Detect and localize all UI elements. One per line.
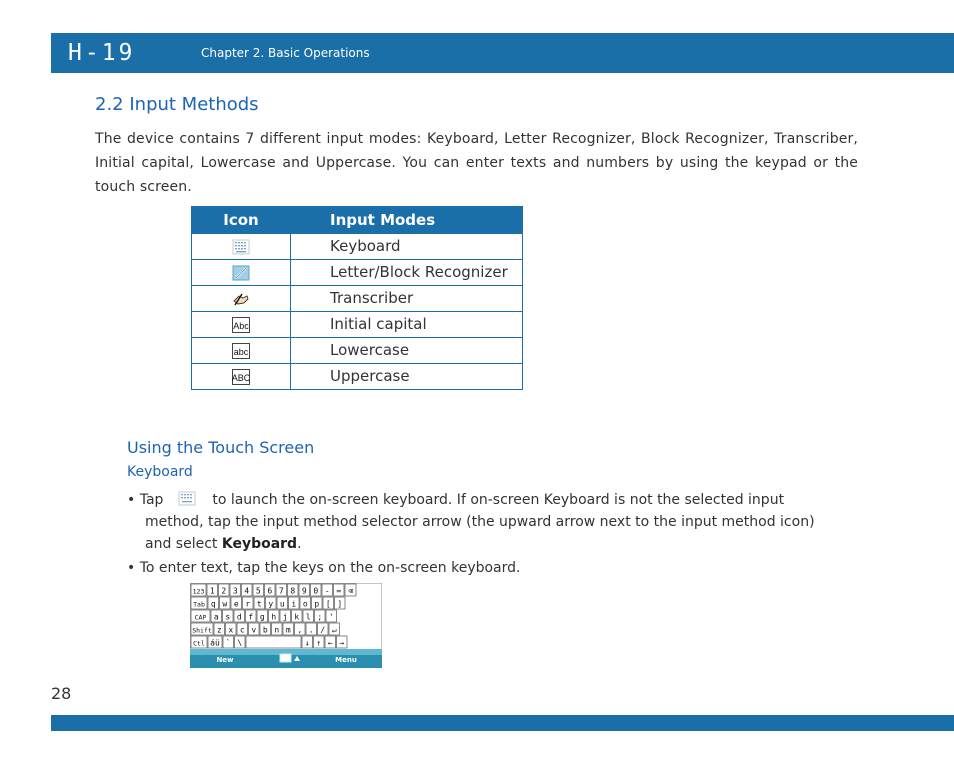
- input-mode-label: Letter/Block Recognizer: [291, 260, 523, 286]
- keyboard-key-label: l: [305, 612, 311, 622]
- keyboard-key[interactable]: [335, 597, 346, 609]
- keyboard-key-label: y: [268, 599, 274, 609]
- keyboard-key-label: 5: [255, 586, 261, 596]
- keyboard-key[interactable]: [223, 610, 234, 622]
- keyboard-key-label: 8: [290, 586, 296, 596]
- keyboard-key-label: s: [225, 612, 231, 622]
- keyboard-key-label: ]: [337, 599, 343, 609]
- keyboard-key-label: \: [237, 638, 243, 648]
- input-mode-label: Uppercase: [291, 364, 523, 390]
- keyboard-key-label: /: [320, 625, 326, 635]
- keyboard-key-label: ,: [297, 625, 303, 635]
- keyboard-key-label: `: [225, 638, 231, 648]
- keyboard-key-label: t: [256, 599, 262, 609]
- keyboard-key[interactable]: [234, 610, 245, 622]
- keyboard-key-label: w: [222, 599, 228, 609]
- keyboard-key-label: q: [210, 599, 216, 609]
- keyboard-key-label: 1: [209, 586, 215, 596]
- keyboard-key[interactable]: [208, 636, 222, 648]
- keyboard-key-label: ;: [317, 612, 323, 622]
- keyboard-key-label: o: [302, 599, 308, 609]
- bullet-text: and select: [145, 536, 218, 552]
- svg-text:ABC: ABC: [232, 372, 250, 383]
- keyboard-key-label: m: [285, 625, 291, 635]
- keyboard-key[interactable]: [266, 597, 277, 609]
- keyboard-key[interactable]: [226, 623, 237, 635]
- table-row: [192, 234, 523, 260]
- keyboard-key-label: f: [248, 612, 254, 622]
- keyboard-key-label: 0: [313, 586, 319, 596]
- bullet-launch-keyboard: [127, 489, 858, 555]
- keyboard-key-label: ↑: [316, 638, 322, 648]
- lowercase-icon: [232, 343, 250, 359]
- keyboard-key[interactable]: [326, 610, 337, 622]
- keyboard-key-label: i: [291, 599, 297, 609]
- keyboard-key-label: 9: [301, 586, 307, 596]
- keyboard-key-label: h: [271, 612, 277, 622]
- keyboard-key[interactable]: [207, 584, 218, 596]
- keyboard-key-label: ↓: [304, 638, 310, 648]
- keyboard-key-label: .: [308, 625, 314, 635]
- keyboard-key[interactable]: [312, 597, 323, 609]
- keyboard-key-label: ←: [327, 638, 333, 648]
- keyboard-key[interactable]: [231, 597, 242, 609]
- table-row: [192, 364, 523, 390]
- keyboard-key[interactable]: [276, 584, 287, 596]
- keyboard-key-label: e: [233, 599, 239, 609]
- keyboard-key[interactable]: [191, 610, 210, 622]
- table-row: [192, 338, 523, 364]
- column-header-icon: Icon: [192, 207, 291, 234]
- on-screen-keyboard: [190, 583, 382, 668]
- keyboard-key-label: 6: [267, 586, 273, 596]
- keyboard-key[interactable]: [257, 610, 268, 622]
- keyboard-key[interactable]: [246, 636, 301, 648]
- keyboard-keyword: Keyboard: [221, 536, 298, 552]
- touch-screen-heading: Using the Touch Screen: [127, 438, 315, 457]
- input-mode-label: Lowercase: [291, 338, 523, 364]
- keyboard-key[interactable]: [230, 584, 241, 596]
- keyboard-key[interactable]: [299, 584, 310, 596]
- keyboard-key[interactable]: [303, 610, 314, 622]
- keyboard-key-label: j: [282, 612, 288, 622]
- keyboard-key-label: g: [259, 612, 265, 622]
- keyboard-key[interactable]: [191, 597, 207, 609]
- keyboard-key-label: ↵: [331, 625, 337, 635]
- keyboard-key[interactable]: [246, 610, 257, 622]
- header-band: [51, 33, 954, 73]
- keyboard-key[interactable]: [260, 623, 271, 635]
- keyboard-key-label: b: [262, 625, 268, 635]
- keyboard-key[interactable]: [272, 623, 283, 635]
- keyboard-key[interactable]: [223, 636, 234, 648]
- keyboard-key-label: =: [336, 586, 342, 596]
- keyboard-key-label: áü: [210, 638, 220, 648]
- bullet-text: • Tap: [127, 492, 164, 508]
- keyboard-key[interactable]: [337, 636, 348, 648]
- keyboard-key[interactable]: [219, 584, 230, 596]
- section-title: 2.2 Input Methods: [95, 94, 259, 115]
- keyboard-key-label: →: [339, 638, 345, 648]
- keyboard-key[interactable]: [314, 636, 325, 648]
- keyboard-key[interactable]: [318, 623, 329, 635]
- keyboard-key-label: r: [245, 599, 251, 609]
- table-row: [192, 260, 523, 286]
- keyboard-key[interactable]: [288, 584, 299, 596]
- chapter-title: Chapter 2. Basic Operations: [201, 46, 370, 60]
- intro-paragraph: The device contains 7 different input modes: Keyboard, Letter Recognizer, Block Recognizer, Transcriber, Initial capital, Lowercase and Uppercase. You can enter texts and numbers by using the keypad or the touch screen.: [95, 131, 858, 195]
- keyboard-key[interactable]: [334, 584, 345, 596]
- keyboard-icon: [232, 239, 250, 255]
- keyboard-key-label: 3: [232, 586, 238, 596]
- keyboard-key-label: Ctl: [193, 639, 205, 648]
- keyboard-key[interactable]: [292, 610, 303, 622]
- keyboard-key[interactable]: [345, 584, 356, 596]
- bullet-text: to launch the on-screen keyboard. If on-screen Keyboard is not the selected input: [212, 492, 785, 508]
- bullet-text: .: [297, 536, 302, 552]
- keyboard-key-label: Shift: [192, 626, 212, 635]
- keyboard-key[interactable]: [242, 584, 253, 596]
- bullet-text: method, tap the input method selector arrow (the upward arrow next to the input method icon): [145, 514, 815, 530]
- keyboard-key[interactable]: [265, 584, 276, 596]
- uppercase-icon: [232, 369, 250, 385]
- transcriber-hand-icon: [232, 291, 250, 307]
- keyboard-key-label: c: [239, 625, 245, 635]
- keyboard-key-label: 4: [244, 586, 250, 596]
- on-screen-keyboard-image: [190, 583, 382, 668]
- keyboard-key[interactable]: [237, 623, 248, 635]
- keyboard-key-label: -: [324, 586, 330, 596]
- input-mode-label: Transcriber: [291, 286, 523, 312]
- keyboard-key[interactable]: [249, 623, 260, 635]
- keyboard-key[interactable]: [323, 597, 334, 609]
- keyboard-key-label: 123: [192, 587, 205, 596]
- keyboard-key[interactable]: [300, 597, 311, 609]
- keyboard-subheading: Keyboard: [127, 464, 193, 480]
- keyboard-key[interactable]: [289, 597, 300, 609]
- keyboard-key[interactable]: [280, 610, 291, 622]
- column-header-input-modes: Input Modes: [291, 207, 523, 234]
- keyboard-key-label: ⌫: [348, 586, 353, 596]
- keyboard-key[interactable]: [191, 623, 213, 635]
- bullet-enter-text: • To enter text, tap the keys on the on-screen keyboard.: [127, 560, 521, 576]
- keyboard-key[interactable]: [322, 584, 333, 596]
- keyboard-key-label: 7: [278, 586, 284, 596]
- keyboard-key-label: n: [274, 625, 280, 635]
- page-number: 28: [51, 684, 72, 703]
- keyboard-key-frame: [246, 636, 301, 648]
- keyboard-key-label: [: [325, 599, 331, 609]
- keyboard-key[interactable]: [315, 610, 326, 622]
- footer-band: [51, 715, 954, 731]
- table-header-row: [192, 207, 523, 234]
- keyboard-key[interactable]: [220, 597, 231, 609]
- keyboard-key[interactable]: [253, 584, 264, 596]
- keyboard-key[interactable]: [329, 623, 340, 635]
- keyboard-key-label: CAP: [194, 613, 207, 622]
- keyboard-key[interactable]: [191, 636, 207, 648]
- input-method-keyboard-icon[interactable]: [280, 654, 291, 662]
- keyboard-key[interactable]: [208, 597, 219, 609]
- table-row: [192, 312, 523, 338]
- keyboard-key[interactable]: [191, 584, 206, 596]
- pen-recognizer-icon: [232, 265, 250, 281]
- keyboard-key[interactable]: [311, 584, 322, 596]
- keyboard-key[interactable]: [243, 597, 254, 609]
- keyboard-key-label: d: [236, 612, 242, 622]
- keyboard-key[interactable]: [306, 623, 317, 635]
- keyboard-key-label: 2: [221, 586, 227, 596]
- softkey-new[interactable]: New: [216, 656, 234, 664]
- keyboard-key[interactable]: [269, 610, 280, 622]
- keyboard-key[interactable]: [235, 636, 246, 648]
- keyboard-key[interactable]: [214, 623, 225, 635]
- keyboard-key[interactable]: [295, 623, 306, 635]
- keyboard-key[interactable]: [283, 623, 294, 635]
- keyboard-key-label: x: [228, 625, 234, 635]
- keyboard-key-label: z: [216, 625, 222, 635]
- keyboard-key-label: ': [328, 612, 334, 622]
- keyboard-key[interactable]: [254, 597, 265, 609]
- input-mode-label: Keyboard: [291, 234, 523, 260]
- keyboard-key-label: k: [294, 612, 300, 622]
- softkey-menu[interactable]: Menu: [335, 656, 357, 664]
- keyboard-key-label: Tab: [193, 600, 205, 609]
- keyboard-key-label: v: [251, 625, 257, 635]
- keyboard-icon: [178, 491, 196, 506]
- keyboard-key-label: u: [279, 599, 285, 609]
- svg-text:Abc: Abc: [233, 320, 249, 331]
- keyboard-key[interactable]: [211, 610, 222, 622]
- keyboard-key-label: a: [213, 612, 219, 622]
- keyboard-key[interactable]: [277, 597, 288, 609]
- keyboard-key[interactable]: [325, 636, 336, 648]
- svg-text:abc: abc: [233, 346, 249, 357]
- table-row: [192, 286, 523, 312]
- logo: H-19: [68, 40, 136, 66]
- input-modes-table: [191, 206, 523, 390]
- keyboard-key-label: p: [314, 599, 320, 609]
- initial-capital-icon: [232, 317, 250, 333]
- input-mode-label: Initial capital: [291, 312, 523, 338]
- keyboard-key[interactable]: [302, 636, 313, 648]
